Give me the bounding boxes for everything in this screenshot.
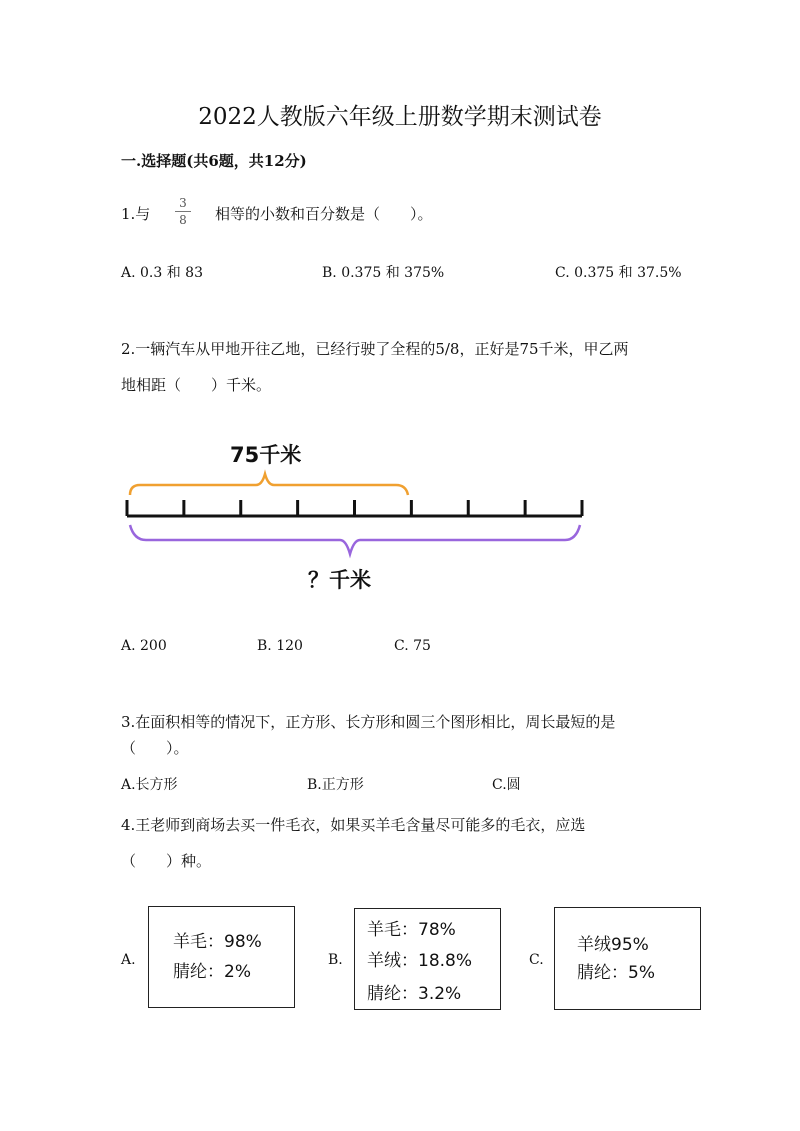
q4-choice-b-line3: 腈纶：3.2% — [367, 984, 462, 1004]
q1-fraction-numerator: 3 — [179, 196, 187, 210]
diagram-top-brace — [130, 474, 408, 495]
q4-choice-b-line1: 羊毛：78% — [367, 920, 456, 940]
q4-choice-b-box[interactable] — [354, 908, 501, 1010]
q1-fraction-denominator: 8 — [179, 213, 187, 227]
q4-choice-a-line2: 腈纶：2% — [173, 962, 251, 982]
q4-choice-a-label[interactable]: A. — [121, 952, 136, 968]
q1-option-b[interactable]: B. 0.375 和 375% — [322, 265, 445, 281]
q4-text-line1: 4.王老师到商场去买一件毛衣，如果买羊毛含量尽可能多的毛衣，应选 — [121, 816, 586, 834]
q4-text-line2: （ ）种。 — [121, 852, 212, 870]
page-title: 2022人教版六年级上册数学期末测试卷 — [198, 104, 602, 130]
q1-fraction — [173, 196, 193, 227]
diagram-ticks — [127, 500, 582, 516]
q4-choice-c-line2: 腈纶：5% — [577, 963, 655, 983]
q1-prefix: 1.与 — [121, 205, 151, 223]
q4-choice-c-box[interactable] — [554, 907, 701, 1010]
q4-choice-b-label[interactable]: B. — [328, 952, 343, 968]
q4-choice-c-label[interactable]: C. — [529, 952, 544, 968]
q1-suffix: 相等的小数和百分数是（ ）。 — [215, 205, 433, 223]
q2-line-segment-diagram — [110, 430, 610, 600]
diagram-bottom-label: ？千米 — [308, 568, 371, 592]
q2-text-line1: 2.一辆汽车从甲地开往乙地，已经行驶了全程的5/8，正好是75千米，甲乙两 — [121, 340, 629, 358]
q3-option-c[interactable]: C.圆 — [492, 777, 521, 793]
diagram-bottom-brace — [130, 525, 580, 554]
q2-option-c[interactable]: C. 75 — [394, 638, 431, 654]
q1-option-a[interactable]: A. 0.3 和 83 — [121, 265, 203, 281]
q2-option-b[interactable]: B. 120 — [257, 638, 303, 654]
q3-option-a[interactable]: A.长方形 — [121, 777, 178, 793]
q4-choice-a-box[interactable] — [148, 906, 295, 1008]
q4-choice-b-line2: 羊绒：18.8% — [367, 951, 473, 971]
section-heading: 一.选择题(共6题，共12分) — [121, 152, 307, 170]
q4-choice-a-line1: 羊毛：98% — [173, 932, 262, 952]
q1-option-c[interactable]: C. 0.375 和 37.5% — [555, 265, 682, 281]
diagram-top-label: 75千米 — [230, 443, 302, 467]
q2-text-line2: 地相距（ ）千米。 — [121, 376, 272, 394]
q4-choice-c-line1: 羊绒95% — [577, 935, 649, 955]
q3-option-b[interactable]: B.正方形 — [307, 777, 364, 793]
q1-fraction-bar — [175, 211, 191, 212]
q2-option-a[interactable]: A. 200 — [121, 638, 167, 654]
q3-text-line2: （ ）。 — [121, 739, 189, 757]
q3-text-line1: 3.在面积相等的情况下，正方形、长方形和圆三个图形相比，周长最短的是 — [121, 713, 616, 731]
